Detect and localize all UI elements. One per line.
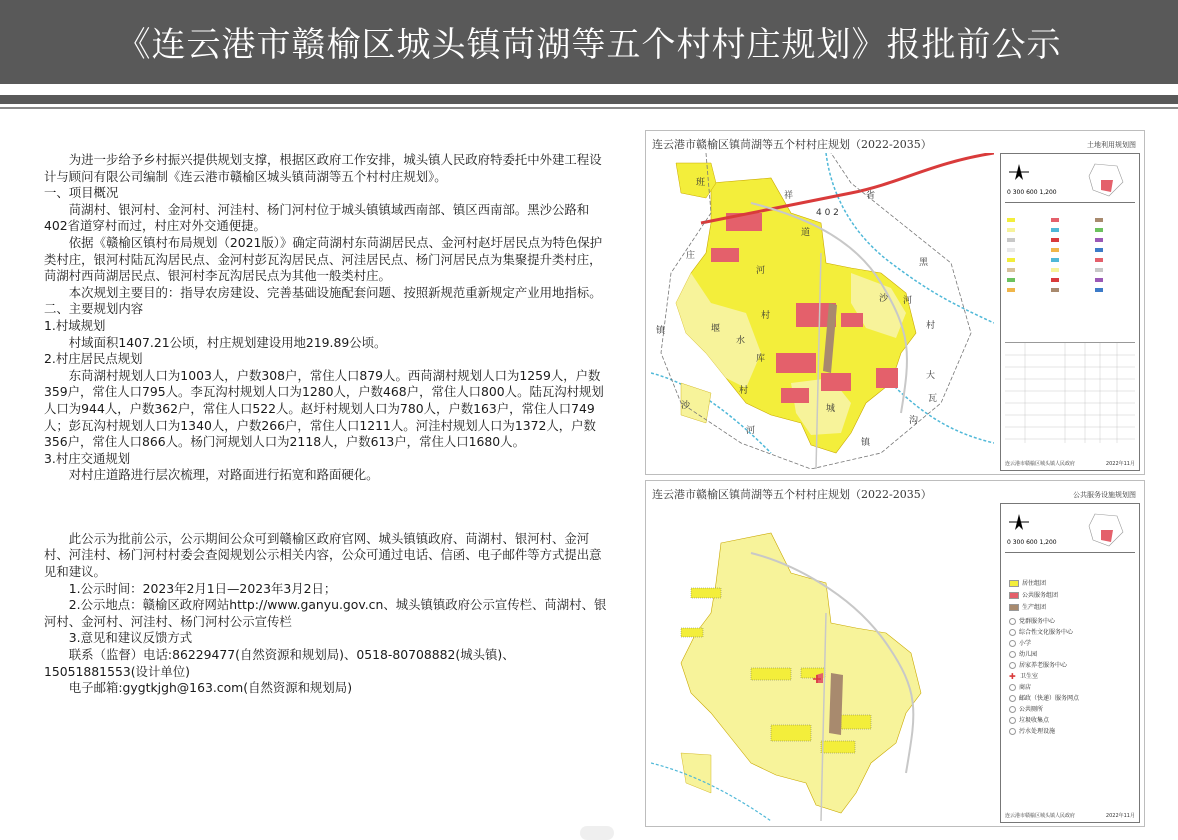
legend-production: 生产组团 (1009, 602, 1046, 611)
svg-text:城: 城 (826, 404, 836, 414)
legend-postal: 邮政（快递）服务网点 (1009, 693, 1079, 702)
legend-shop: 商店 (1009, 682, 1031, 691)
svg-text:村: 村 (739, 386, 749, 396)
map2-footer-right: 2022年11月 (1105, 813, 1135, 819)
public-service-map-panel (645, 480, 1145, 827)
area-paragraph: 村域面积1407.21公顷，村庄规划建设用地219.89公顷。 (68, 334, 387, 350)
contact-phone: 联系（监督）电话:86229477(自然资源和规划局)、0518-80708882(城头镇)、15051881553(设计单位) (44, 647, 515, 679)
land-use-map-panel (645, 130, 1145, 475)
svg-text:河: 河 (903, 296, 913, 306)
land-use-map (651, 153, 994, 469)
svg-text:祥: 祥 (784, 191, 794, 201)
svg-text:道: 道 (801, 228, 811, 238)
legend-residential: 居住组团 (1009, 578, 1046, 587)
svg-text:班: 班 (696, 178, 706, 188)
public-service-map (651, 503, 994, 821)
section-heading-overview: 一、项目概况 (44, 185, 119, 201)
map2-title: 连云港市赣榆区镇苘湖等五个村村庄规划（2022-2035） (652, 488, 932, 501)
map2-scale: 0 300 600 1,200 (1007, 539, 1057, 546)
intro-paragraph: 为进一步给予乡村振兴提供规划支撑，根据区政府工作安排，城头镇人民政府特委托中外建工程设计与顾问有限公司编制《连云港市赣榆区城头镇苘湖等五个村村庄规划》。 (44, 152, 602, 184)
map1-legend (1000, 153, 1140, 471)
transport-paragraph: 对村庄道路进行层次梳理，对路面进行拓宽和路面硬化。 (68, 467, 379, 483)
svg-text:水: 水 (736, 336, 746, 346)
legend-toilet: 公共厕所 (1009, 704, 1043, 713)
svg-text:4 0 2: 4 0 2 (816, 208, 839, 218)
svg-text:河: 河 (756, 266, 766, 276)
svg-text:镇: 镇 (861, 438, 871, 448)
legend-kindergarten: 幼儿园 (1009, 649, 1037, 658)
svg-text:大: 大 (926, 371, 936, 381)
subheading-transport: 3.村庄交通规划 (44, 450, 131, 466)
divider-thick (0, 95, 1178, 104)
subheading-village-area: 1.村域规划 (44, 317, 106, 333)
map1-scale: 0 300 600 1,200 (1007, 189, 1057, 196)
population-paragraph: 东苘湖村规划人口为1003人，户数308户，常住人口879人。西苘湖村规划人口为1259人，户数359户，常住人口795人。李瓦沟村规划人口为1280人，户数468户，常住人口800人。陆瓦沟村规划人口为944人，户数362户，常住人口522人。赵圩村规划人口为780人，户数163户，常住人口749人；彭瓦沟村规划人口为1340人，户数266户，常住人口1211人。河洼村规划人口为1372人，户数356户，常住人口866人。杨门河规划人口为2118人，户数613户，常住人口1680人。 (44, 367, 604, 450)
section-heading-content: 二、主要规划内容 (44, 301, 144, 317)
svg-text:沙: 沙 (879, 294, 889, 304)
legend-sewage: 污水处理设施 (1009, 726, 1055, 735)
title-banner (0, 0, 1178, 84)
divider-thin (0, 107, 1178, 109)
map1-footer-left: 连云港市赣榆区城头镇人民政府 (1005, 461, 1076, 467)
map2-footer-left: 连云港市赣榆区城头镇人民政府 (1005, 813, 1076, 819)
svg-text:库: 库 (756, 354, 766, 364)
svg-text:镇: 镇 (656, 326, 666, 336)
svg-text:沟: 沟 (909, 416, 919, 426)
legend-culture-center: 综合性文化服务中心 (1009, 627, 1073, 636)
publicity-time: 1.公示时间：2023年2月1日—2023年3月2日； (68, 580, 337, 596)
map1-footer-right: 2022年11月 (1105, 461, 1135, 467)
map2-inset (1005, 508, 1135, 553)
legend-garbage: 垃圾收集点 (1009, 715, 1049, 724)
svg-text:村: 村 (761, 311, 771, 321)
svg-text:沙: 沙 (681, 401, 691, 411)
legend-public-service: 公共服务组团 (1009, 590, 1058, 599)
map1-title: 连云港市赣榆区镇苘湖等五个村村庄规划（2022-2035） (652, 138, 932, 151)
legend-elderly-care: 居家养老服务中心 (1009, 660, 1067, 669)
notice-text (44, 152, 610, 697)
classification-paragraph: 依据《赣榆区镇村布局规划（2021版）》确定苘湖村东苘湖居民点、金河村赵圩居民点为特色保护类村庄，银河村陆瓦沟居民点、金河村彭瓦沟居民点、河洼居民点、杨门河居民点为集聚提升类村庄，苘湖村西苘湖居民点、银河村李瓦沟居民点为其他一般类村庄。 (44, 234, 603, 284)
map2-sheet-name: 公共服务设施规划图 (1073, 491, 1136, 499)
svg-text:瓦: 瓦 (928, 394, 938, 404)
map1-sheet-name: 土地利用规划图 (1087, 141, 1136, 149)
publicity-location: 2.公示地点：赣榆区政府网站http://www.ganyu.gov.cn、城头镇镇政府公示宣传栏、苘湖村、银河村、金河村、河洼村、杨门河村公示宣传栏 (44, 597, 607, 629)
map1-legend-grid (1005, 216, 1135, 336)
svg-text:河: 河 (746, 426, 756, 436)
scroll-indicator[interactable] (580, 826, 614, 840)
contact-email: 电子邮箱:gygtkjgh@163.com(自然资源和规划局) (68, 680, 353, 696)
feedback-heading: 3.意见和建议反馈方式 (68, 630, 193, 646)
svg-text:黑: 黑 (919, 258, 929, 268)
subheading-settlements: 2.村庄居民点规划 (44, 351, 143, 367)
map1-inset (1005, 158, 1135, 203)
publicity-paragraph: 此公示为批前公示，公示期间公众可到赣榆区政府官网、城头镇镇政府、苘湖村、银河村、金河村、河洼村、杨门河村村委会查阅规划公示相关内容，公众可通过电话、信函、电子邮件等方式提出意见和建议。 (44, 530, 602, 580)
map2-legend (1000, 503, 1140, 823)
page-title: 《连云港市赣榆区城头镇苘湖等五个村村庄规划》报批前公示 (116, 25, 1062, 65)
legend-party-center: 党群服务中心 (1009, 616, 1055, 625)
svg-text:堰: 堰 (711, 324, 721, 334)
purpose-paragraph: 本次规划主要目的：指导农房建设、完善基础设施配套问题、按照新规范重新规定产业用地指标。 (68, 284, 602, 300)
legend-clinic: ✚ 卫生室 (1009, 671, 1039, 681)
svg-text:村: 村 (926, 321, 936, 331)
svg-text:省: 省 (866, 191, 876, 201)
map1-stats-table (1005, 342, 1135, 443)
svg-text:庄: 庄 (686, 251, 696, 261)
overview-paragraph: 苘湖村、银河村、金河村、河洼村、杨门河村位于城头镇镇域西南部、镇区西南部。黑沙公路和402省道穿村而过，村庄对外交通便捷。 (44, 201, 590, 234)
legend-primary-school: 小学 (1009, 638, 1031, 647)
